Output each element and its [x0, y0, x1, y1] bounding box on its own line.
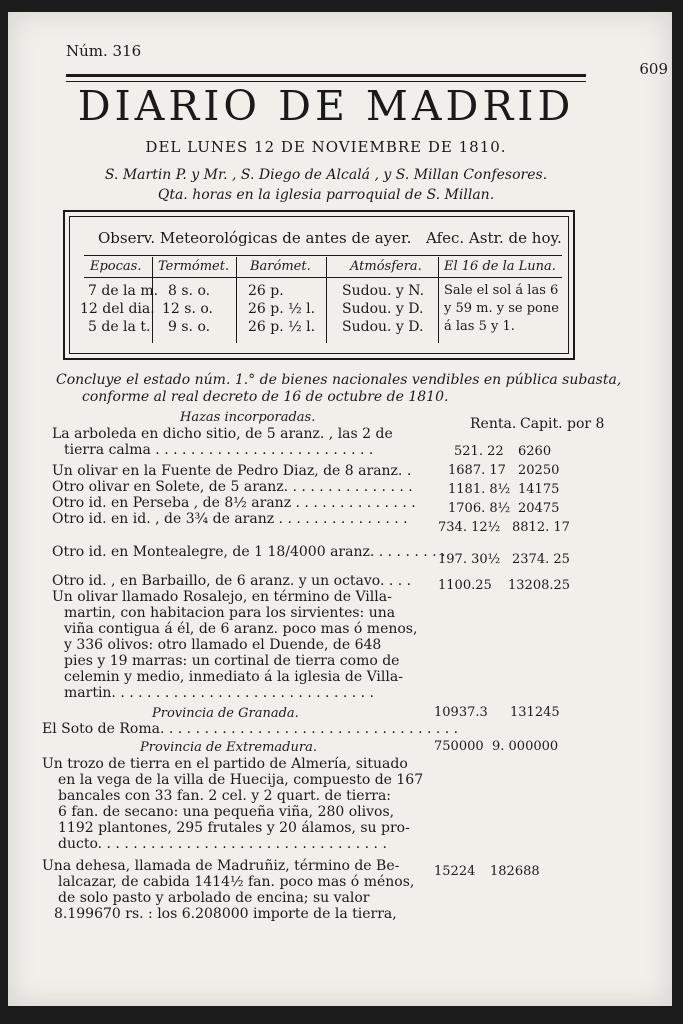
listing-line: ducto. . . . . . . . . . . . . . . . . . . . . . . . . . . . . . . . .: [58, 836, 387, 852]
capital-value: 9. 000000: [492, 739, 559, 754]
barometro-cell: 26 p. ½ l.: [248, 301, 316, 317]
epoca-cell: 7 de la m.: [88, 283, 159, 299]
column-divider: [152, 257, 153, 343]
renta-value: 1706. 8½: [448, 501, 511, 516]
listing-line: en la vega de la villa de Huecija, compuesto de 167: [58, 772, 424, 788]
termometro-cell: 8 s. o.: [168, 283, 211, 299]
capital-value: 8812. 17: [512, 520, 570, 535]
column-header-renta: Renta.: [470, 416, 517, 432]
weather-observations-inner: [69, 216, 569, 354]
column-divider: [326, 257, 327, 343]
renta-value: 15224: [434, 864, 476, 879]
conclusion-line-2: conforme al real decreto de 16 de octubre de 1810.: [82, 389, 449, 405]
listing-line: lalcazar, de cabida 1414½ fan. poco mas ó ménos,: [58, 874, 415, 890]
termometro-cell: 12 s. o.: [162, 301, 213, 317]
atmosfera-cell: Sudou. y D.: [342, 319, 424, 335]
header-rule-thick: [66, 74, 586, 77]
observations-rule-top: [84, 255, 562, 256]
epoca-cell: 5 de la t.: [88, 319, 151, 335]
astronomical-heading: Afec. Astr. de hoy.: [426, 229, 562, 247]
listing-line: Otro id. , en Barbaillo, de 6 aranz. y un octavo. . . .: [52, 573, 412, 589]
listing-line: Otro id. en id. , de 3¾ de aranz . . . . . . . . . . . . . . .: [52, 511, 408, 527]
capital-value: 2374. 25: [512, 552, 570, 567]
listing-line: Otro olivar en Solete, de 5 aranz. . . . . . . . . . . . . . .: [52, 479, 413, 495]
listing-line: Un olivar en la Fuente de Pedro Diaz, de 8 aranz. .: [52, 463, 412, 479]
saints-line-1: S. Martin P. y Mr. , S. Diego de Alcalá , y S. Millan Confesores.: [104, 167, 548, 183]
newspaper-page: [8, 12, 672, 1006]
renta-value: 1100.25: [438, 578, 492, 593]
listing-line: y 336 olivos: otro llamado el Duende, de 648: [64, 637, 382, 653]
column-divider: [438, 257, 439, 343]
barometro-cell: 26 p.: [248, 283, 284, 299]
column-header-atmosfera: Atmósfera.: [350, 259, 422, 274]
listing-line: 6 fan. de secano: una pequeña viña, 280 olivos,: [58, 804, 395, 820]
capital-value: 13208.25: [508, 578, 571, 593]
column-header-epocas: Epocas.: [90, 259, 142, 274]
column-header-termometro: Termómet.: [158, 259, 230, 274]
capital-value: 131245: [510, 705, 560, 720]
column-header-barometro: Barómet.: [250, 259, 311, 274]
epoca-cell: 12 del dia.: [80, 301, 155, 317]
section-heading: Provincia de Extremadura.: [140, 740, 317, 755]
masthead-title: DIARIO DE MADRID: [77, 82, 575, 130]
capital-value: 6260: [518, 444, 552, 459]
column-header-luna: El 16 de la Luna.: [444, 259, 556, 274]
renta-value: 197. 30½: [438, 552, 501, 567]
listing-line: Otro id. en Montealegre, de 1 18/4000 aranz. . . . . . . . .: [52, 544, 446, 560]
luna-cell: y 59 m. y se pone: [444, 301, 559, 316]
issue-number: Núm. 316: [66, 42, 142, 60]
renta-value: 750000: [434, 739, 484, 754]
barometro-cell: 26 p. ½ l.: [248, 319, 316, 335]
listing-line: Un olivar llamado Rosalejo, en término de Villa-: [52, 589, 392, 605]
section-heading: Provincia de Granada.: [152, 706, 299, 721]
column-divider: [236, 257, 237, 343]
listing-line: martin. . . . . . . . . . . . . . . . . . . . . . . . . . . . . .: [64, 685, 374, 701]
atmosfera-cell: Sudou. y N.: [342, 283, 425, 299]
listing-line: pies y 19 marras: un cortinal de tierra como de: [64, 653, 400, 669]
section-heading: Hazas incorporadas.: [180, 410, 316, 425]
renta-value: 10937.3: [434, 705, 488, 720]
dateline: DEL LUNES 12 DE NOVIEMBRE DE 1810.: [145, 138, 507, 156]
conclusion-line-1: Concluye el estado núm. 1.° de bienes nacionales vendibles en pública subasta,: [56, 372, 622, 388]
renta-value: 1687. 17: [448, 463, 506, 478]
listing-line: Otro id. en Perseba , de 8½ aranz . . . . . . . . . . . . . .: [52, 495, 416, 511]
listing-line: de solo pasto y arbolado de encina; su valor: [58, 890, 370, 906]
saints-line-2: Qta. horas en la iglesia parroquial de S. Millan.: [157, 187, 495, 203]
listing-line: bancales con 33 fan. 2 cel. y 2 quart. de tierra:: [58, 788, 392, 804]
capital-value: 182688: [490, 864, 540, 879]
listing-line: 8.199670 rs. : los 6.208000 importe de la tierra,: [54, 906, 397, 922]
capital-value: 20475: [518, 501, 560, 516]
renta-value: 734. 12½: [438, 520, 501, 535]
listing-line: celemin y medio, inmediato á la iglesia de Villa-: [64, 669, 403, 685]
listing-line: viña contigua á él, de 6 aranz. poco mas ó menos,: [64, 621, 418, 637]
listing-line: tierra calma . . . . . . . . . . . . . . . . . . . . . . . . .: [64, 442, 374, 458]
page-number: 609: [639, 60, 668, 78]
observations-rule-columns: [84, 277, 562, 278]
termometro-cell: 9 s. o.: [168, 319, 211, 335]
atmosfera-cell: Sudou. y D.: [342, 301, 424, 317]
luna-cell: á las 5 y 1.: [444, 319, 515, 334]
listing-line: 1192 plantones, 295 frutales y 20 álamos, su pro-: [58, 820, 410, 836]
listing-line: Un trozo de tierra en el partido de Almería, situado: [42, 756, 408, 772]
renta-value: 1181. 8½: [448, 482, 511, 497]
capital-value: 14175: [518, 482, 560, 497]
listing-line: El Soto de Roma. . . . . . . . . . . . . . . . . . . . . . . . . . . . . . . . . .: [42, 721, 459, 737]
listing-line: Una dehesa, llamada de Madruñiz, término de Be-: [42, 858, 400, 874]
capital-value: 20250: [518, 463, 560, 478]
luna-cell: Sale el sol á las 6: [444, 283, 559, 298]
renta-value: 521. 22: [454, 444, 504, 459]
observations-heading: Observ. Meteorológicas de antes de ayer.: [98, 229, 412, 247]
weather-observations-box: [63, 210, 575, 360]
listing-line: La arboleda en dicho sitio, de 5 aranz. , las 2 de: [52, 426, 393, 442]
column-header-capital: Capit. por 8: [520, 416, 605, 432]
listing-line: martin, con habitacion para los sirvientes: una: [64, 605, 396, 621]
